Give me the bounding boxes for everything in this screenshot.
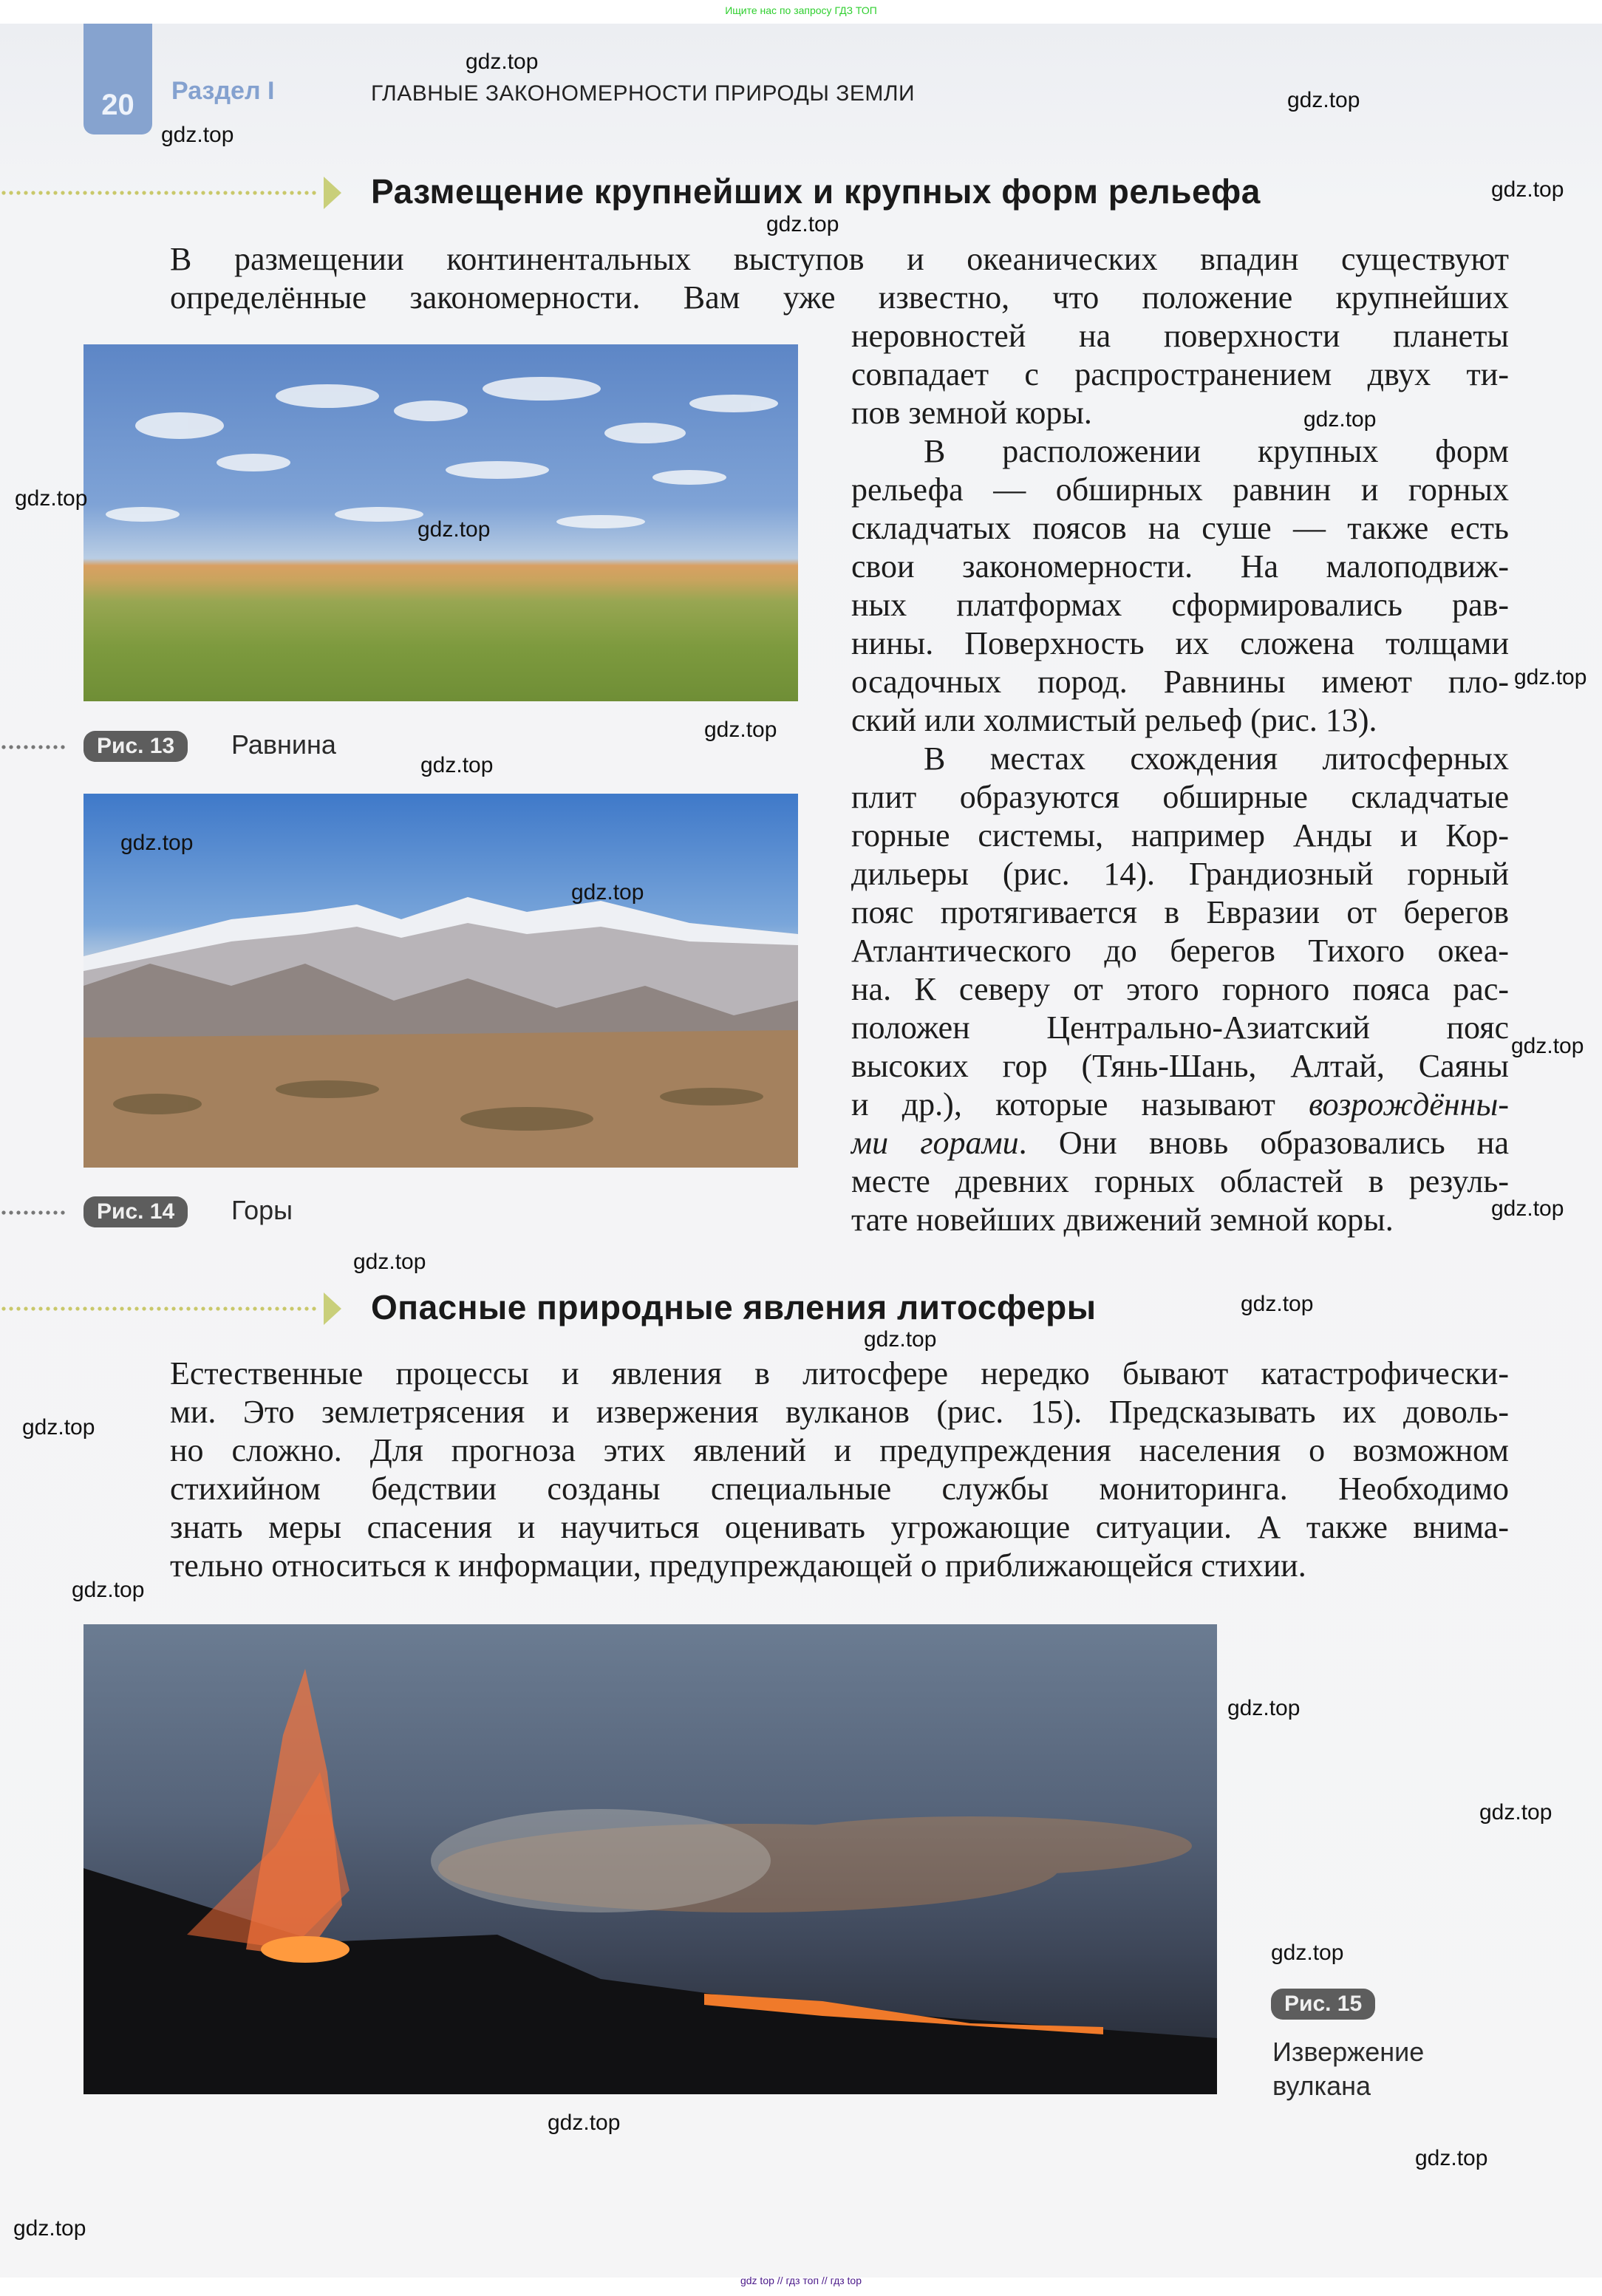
text-line (851, 317, 1509, 355)
text-line (851, 817, 1509, 855)
watermark-text: gdz.top (548, 2111, 621, 2135)
text-line (851, 701, 1509, 740)
watermark-text: gdz.top (1271, 1941, 1344, 1965)
watermark-text: gdz.top (704, 718, 777, 742)
section-label: Раздел I (171, 77, 275, 105)
watermark-text: gdz.top (15, 486, 88, 511)
intro-text (170, 240, 1509, 317)
caption-dots (0, 1210, 67, 1215)
text-segment: ных платформах сформировались рав- (851, 587, 1509, 623)
text-line: определённые закономерности. Вам уже известно, что положение крупнейших (170, 279, 1509, 316)
text-line (851, 1162, 1509, 1201)
text-line (851, 1086, 1509, 1124)
watermark-text: gdz.top (1491, 1196, 1564, 1221)
caption-line: вулкана (1272, 2071, 1371, 2101)
text-segment: и др.), которые называют (851, 1086, 1309, 1123)
text-segment: плит образуются обширные складчатые (851, 779, 1509, 815)
text-line (170, 1355, 1509, 1393)
dotted-leader (0, 1307, 319, 1311)
watermark-text: gdz.top (1303, 407, 1377, 432)
text-segment: осадочных пород. Равнины имеют пло- (851, 664, 1509, 700)
hazards-text (170, 1355, 1509, 1585)
text-line (851, 586, 1509, 624)
text-line (851, 432, 1509, 471)
text-segment: дильеры (рис. 14). Грандиозный горный (851, 856, 1509, 892)
watermark-text: gdz.top (353, 1250, 426, 1274)
text-line (851, 932, 1509, 970)
page-number: 20 (101, 89, 134, 121)
top-promo-note: Ищите нас по запросу ГДЗ ТОП (725, 4, 877, 16)
arrow-icon (324, 177, 341, 209)
watermark-text: gdz.top (1491, 177, 1564, 202)
figure-label-badge: Рис. 15 (1271, 1989, 1375, 2020)
figure-label-badge: Рис. 14 (83, 1196, 188, 1227)
figure-label-badge: Рис. 13 (83, 731, 188, 762)
text-line (851, 548, 1509, 586)
figure-caption: Горы (231, 1195, 293, 1225)
text-line (851, 1047, 1509, 1086)
section-heading: Размещение крупнейших и крупных форм рельефа (371, 172, 1261, 211)
text-line (170, 1431, 1509, 1470)
watermark-text: gdz.top (1287, 88, 1360, 112)
text-line (851, 893, 1509, 932)
eruption-illustration (83, 1624, 1217, 2094)
section-heading: Опасные природные явления литосферы (371, 1288, 1097, 1326)
text-line (170, 1393, 1509, 1431)
text-line (851, 394, 1509, 432)
italic-term: ми горами (851, 1125, 1019, 1161)
text-line (851, 1124, 1509, 1162)
text-line (851, 509, 1509, 548)
watermark-text: gdz.top (766, 212, 839, 236)
watermark-text: gdz.top (13, 2216, 86, 2241)
text-segment: горные системы, например Анды и Кор- (851, 817, 1509, 854)
watermark-text: gdz.top (1511, 1034, 1584, 1058)
watermark-text: gdz.top (1479, 1800, 1552, 1825)
text-segment: свои закономерности. На малоподвиж- (851, 548, 1509, 585)
text-line (851, 624, 1509, 663)
text-segment: . Они вновь образовались на (1018, 1125, 1510, 1161)
running-title: ГЛАВНЫЕ ЗАКОНОМЕРНОСТИ ПРИРОДЫ ЗЕМЛИ (371, 81, 916, 106)
dotted-leader (0, 191, 319, 195)
watermark-text: gdz.top (72, 1578, 145, 1602)
figure-caption (1272, 2035, 1424, 2103)
watermark-text: gdz.top (120, 831, 194, 855)
text-line (170, 1470, 1509, 1508)
text-segment: тате новейших движений земной коры. (851, 1202, 1394, 1238)
watermark-text: gdz.top (161, 123, 234, 147)
text-segment: положен Центрально-Азиатский пояс (851, 1009, 1509, 1046)
text-line (851, 740, 1509, 778)
text-segment: неровностей на поверхности планеты (851, 318, 1509, 354)
text-line (851, 663, 1509, 701)
text-segment: В местах схождения литосферных (924, 740, 1509, 777)
text-line (851, 355, 1509, 394)
text-line (851, 855, 1509, 893)
caption-dots (0, 745, 67, 749)
text-segment: В расположении крупных форм (924, 433, 1509, 469)
text-segment: Естественные процессы и явления в литосфере нередко бывают катастрофически- (170, 1355, 1509, 1391)
text-segment: пояс протягивается в Евразии от берегов (851, 894, 1509, 930)
text-segment: тельно относиться к информации, предупреждающей о приближающейся стихии. (170, 1547, 1306, 1584)
text-segment: ский или холмистый рельеф (рис. 13). (851, 702, 1377, 738)
text-segment: нины. Поверхность их сложена толщами (851, 625, 1509, 661)
volcano-photo (83, 1624, 1217, 2094)
watermark-text: gdz.top (1415, 2146, 1488, 2170)
text-line (170, 1508, 1509, 1547)
watermark-text: gdz.top (22, 1415, 95, 1440)
arrow-icon (324, 1292, 341, 1325)
text-segment: рельефа — обширных равнин и горных (851, 471, 1509, 508)
watermark-text: gdz.top (1514, 665, 1587, 689)
text-segment: но сложно. Для прогноза этих явлений и предупреждения населения о возможном (170, 1432, 1509, 1468)
text-line (851, 1201, 1509, 1239)
watermark-text: gdz.top (864, 1327, 937, 1352)
watermark-text: gdz.top (1241, 1292, 1314, 1316)
column-text (851, 317, 1509, 1239)
text-line: В размещении континентальных выступов и океанических впадин существуют (170, 241, 1509, 277)
text-line (170, 1547, 1509, 1585)
caption-line: Извержение (1272, 2037, 1425, 2067)
text-line (851, 471, 1509, 509)
watermark-text: gdz.top (466, 50, 539, 74)
text-segment: совпадает с распространением двух ти- (851, 356, 1509, 392)
footer-note: gdz top // гдз топ // гдз top (740, 2275, 862, 2286)
text-segment: месте древних горных областей в резуль- (851, 1163, 1509, 1199)
text-line (851, 778, 1509, 817)
watermark-text: gdz.top (571, 880, 644, 905)
text-segment: Атлантического до берегов Тихого океа- (851, 933, 1509, 969)
text-line (851, 970, 1509, 1009)
text-segment: стихийном бедствии созданы специальные службы мониторинга. Необходимо (170, 1471, 1509, 1507)
text-segment: пов земной коры. (851, 395, 1092, 431)
text-segment: на. К северу от этого горного пояса рас- (851, 971, 1509, 1007)
figure-caption: Равнина (231, 729, 336, 760)
page-number-tab (83, 24, 152, 134)
watermark-text: gdz.top (420, 753, 494, 777)
text-segment: складчатых поясов на суше — также есть (851, 510, 1509, 546)
watermark-text: gdz.top (1227, 1696, 1301, 1720)
text-line (851, 1009, 1509, 1047)
italic-term: возрождённы- (1309, 1086, 1509, 1123)
text-segment: высоких гор (Тянь-Шань, Алтай, Саяны (851, 1048, 1509, 1084)
text-segment: знать меры спасения и научиться оценивать угрожающие ситуации. А также внима- (170, 1509, 1509, 1545)
text-segment: ми. Это землетрясения и извержения вулканов (рис. 15). Предсказывать их доволь- (170, 1394, 1509, 1430)
watermark-text: gdz.top (417, 517, 491, 542)
